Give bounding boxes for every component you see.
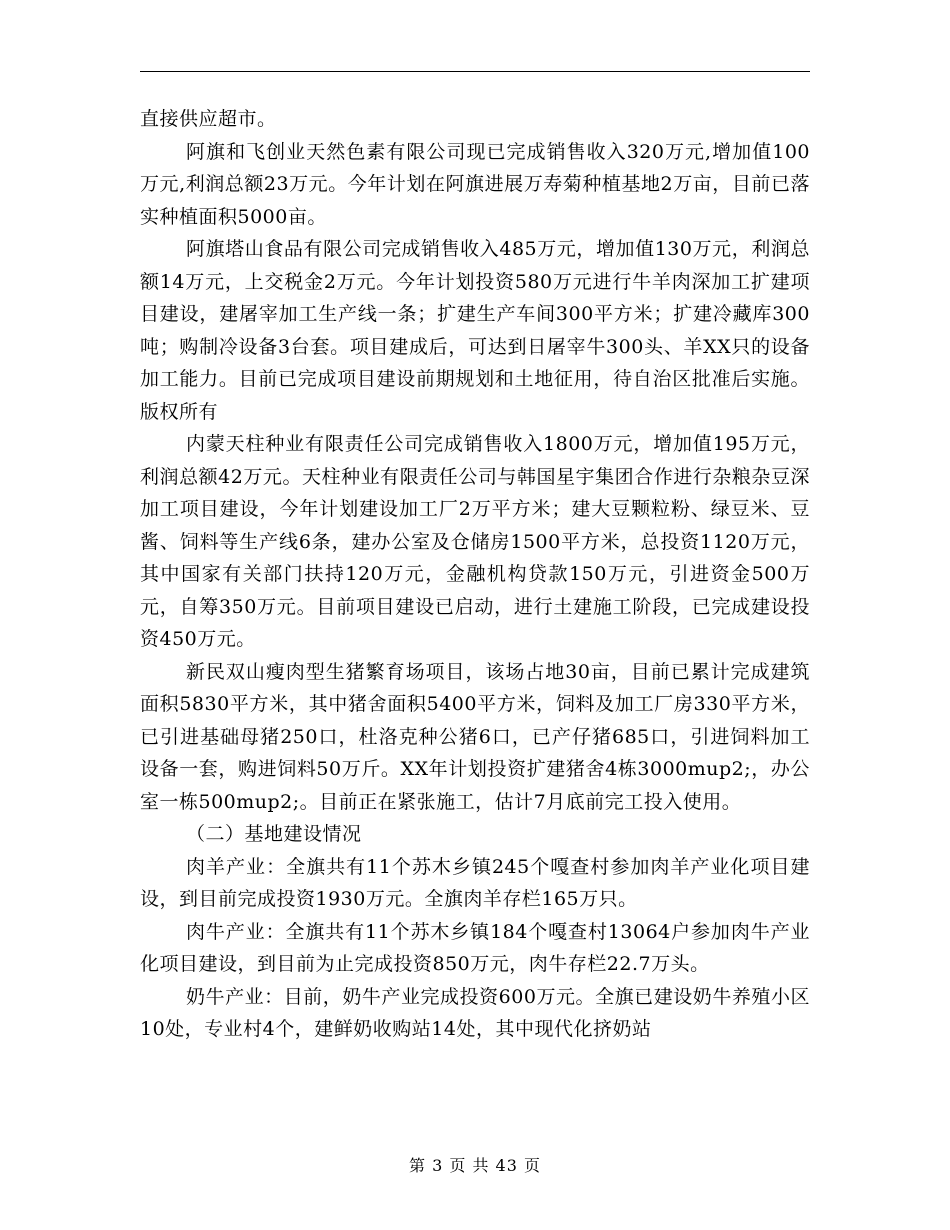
footer-prefix: 第: [408, 1156, 426, 1175]
footer-total-pages: 43: [495, 1156, 518, 1175]
paragraph-7: 肉羊产业：全旗共有11个苏木乡镇245个嘎查村参加肉羊产业化项目建设，到目前完成投资1930万元。全旗肉羊存栏165万只。: [140, 855, 810, 910]
paragraph-3: 阿旗塔山食品有限公司完成销售收入485万元，增加值130万元，利润总额14万元，上交税金2万元。今年计划投资580万元进行牛羊肉深加工扩建项目建设，建屠宰加工生产线一条；扩建生产车间300平方米；扩建冷藏库300吨；购制冷设备3台套。项目建成后，可达到日屠宰牛300头、羊XX只的设备加工能力。目前已完成项目建设前期规划和土地征用，待自治区批准后实施。版权所有: [140, 238, 810, 423]
footer-middle: 页 共: [449, 1156, 490, 1175]
paragraph-4: 内蒙天柱种业有限责任公司完成销售收入1800万元，增加值195万元，利润总额42万元。天柱种业有限责任公司与韩国星宇集团合作进行杂粮杂豆深加工项目建设，今年计划建设加工厂2万平方米；建大豆颗粒粉、绿豆米、豆酱、饲料等生产线6条，建办公室及仓储房1500平方米，总投资1120万元，其中国家有关部门扶持120万元，金融机构贷款150万元，引进资金500万元，自筹350万元。目前项目建设已启动，进行土建施工阶段，已完成建设投资450万元。: [140, 433, 810, 650]
footer-page-number: 3: [432, 1156, 444, 1175]
paragraph-9: 奶牛产业：目前，奶牛产业完成投资600万元。全旗已建设奶牛养殖小区10处，专业村4个，建鲜奶收购站14处，其中现代化挤奶站: [140, 985, 810, 1040]
paragraph-8: 肉牛产业：全旗共有11个苏木乡镇184个嘎查村13064户参加肉牛产业化项目建设，到目前为止完成投资850万元，肉牛存栏22.7万头。: [140, 920, 810, 975]
document-body: [140, 103, 810, 1046]
section-heading: （二）基地建设情况: [186, 823, 362, 845]
header-rule: [140, 71, 810, 72]
footer-suffix: 页: [524, 1156, 542, 1175]
page-footer: [0, 1156, 950, 1176]
paragraph-5: 新民双山瘦肉型生猪繁育场项目，该场占地30亩，目前已累计完成建筑面积5830平方米，其中猪舍面积5400平方米，饲料及加工厂房330平方米，已引进基础母猪250口，杜洛克种公猪6口，已产仔猪685口，引进饲料加工设备一套，购进饲料50万斤。XX年计划投资扩建猪舍4栋3000mup2;，办公室一栋500mup2;。目前正在紧张施工，估计7月底前完工投入使用。: [140, 660, 810, 813]
paragraph-2: 阿旗和飞创业天然色素有限公司现已完成销售收入320万元,增加值100万元,利润总额23万元。今年计划在阿旗进展万寿菊种植基地2万亩，目前已落实种植面积5000亩。: [140, 140, 810, 228]
paragraph-1: 直接供应超市。: [140, 108, 277, 130]
